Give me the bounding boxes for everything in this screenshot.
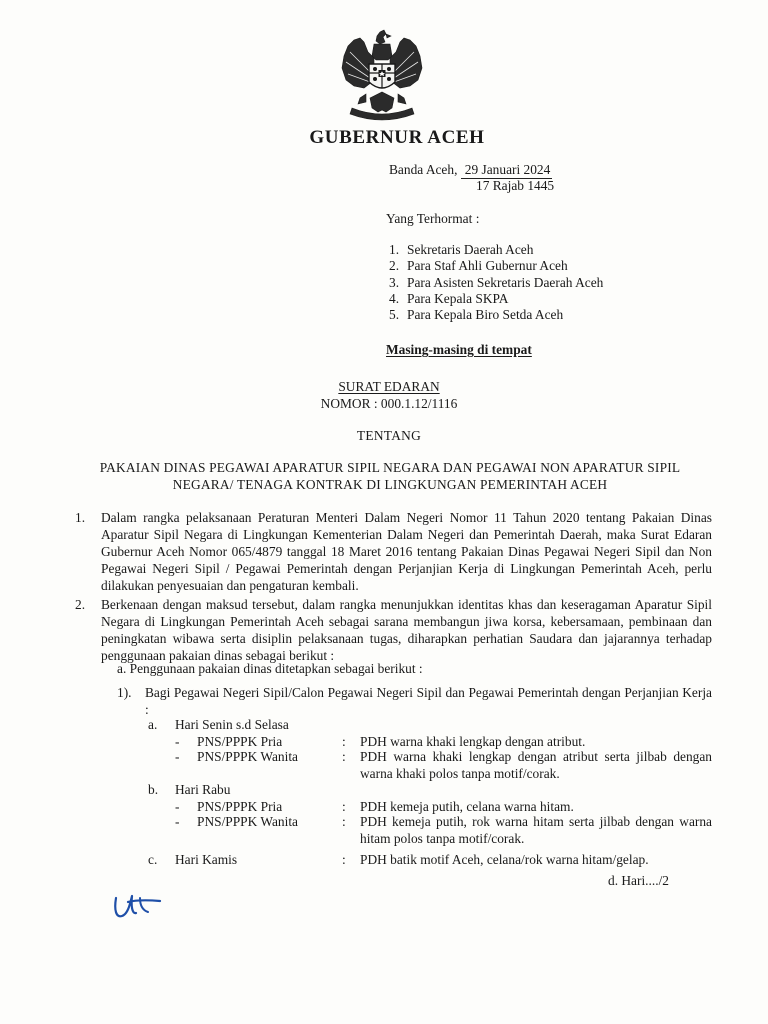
recipient-name: Sekretaris Daerah Aceh (407, 242, 534, 257)
schedule-a1-label: PNS/PPPK Pria (197, 734, 283, 749)
recipient-item (389, 258, 603, 274)
schedule-c-desc: PDH batik motif Aceh, celana/rok warna hitam/gelap. (360, 852, 649, 867)
schedule-c-letter: c. (148, 852, 158, 867)
colon: : (342, 799, 346, 814)
place-label: Banda Aceh, (389, 162, 458, 177)
recipient-name: Para Asisten Sekretaris Daerah Aceh (407, 274, 604, 290)
gregorian-date: 29 Januari 2024 (461, 161, 553, 179)
recipient-name: Para Kepala SKPA (407, 290, 509, 306)
colon: : (342, 734, 346, 749)
schedule-a2-label: PNS/PPPK Wanita (197, 749, 298, 764)
schedule-a-letter: a. (148, 717, 158, 732)
dash: - (175, 799, 180, 814)
next-page-marker: d. Hari..../2 (608, 873, 669, 888)
paragraph-2-number: 2. (75, 597, 86, 612)
schedule-c-day: Hari Kamis (175, 852, 238, 867)
colon: : (342, 749, 346, 764)
schedule-a1-desc: PDH warna khaki lengkap dengan atribut. (360, 734, 586, 749)
recipients-title: Yang Terhormat : (386, 211, 480, 226)
recipient-number: 1. (389, 242, 400, 257)
recipients-place: Masing-masing di tempat (386, 342, 532, 357)
schedule-a2-desc: PDH warna khaki lengkap dengan atribut serta jilbab dengan warna khaki polos tanpa motif/corak. (360, 749, 712, 781)
colon: : (342, 814, 346, 829)
recipient-number: 3. (389, 274, 400, 290)
subitem-a: a. Penggunaan pakaian dinas ditetapkan sebagai berikut : (117, 661, 423, 676)
paragraph-2: Berkenaan dengan maksud tersebut, dalam rangka menunjukkan identitas khas dan keseragaman Aparatur Sipil Negara di Lingkungan Pemerintah Aceh sebagai sarana membangun jiwa korsa, kebersamaan, pembinaan dan peningkatan wibawa serta disiplin pelaksanaan tugas, diharapkan perhatian Saudara dan jajarannya terhadap penggunaan pakaian dinas sebagai berikut : (101, 597, 712, 663)
schedule-b1-label: PNS/PPPK Pria (197, 799, 283, 814)
colon: : (342, 852, 346, 867)
recipient-name: Para Kepala Biro Setda Aceh (407, 307, 564, 323)
schedule-b2-label: PNS/PPPK Wanita (197, 814, 298, 829)
schedule-b1-desc: PDH kemeja putih, celana warna hitam. (360, 799, 574, 814)
dash: - (175, 814, 180, 829)
recipient-item (389, 275, 603, 291)
dash: - (175, 749, 180, 764)
schedule-b-letter: b. (148, 782, 159, 797)
recipient-item (389, 291, 603, 307)
paragraph-1: Dalam rangka pelaksanaan Peraturan Menteri Dalam Negeri Nomor 11 Tahun 2020 tentang Pakaian Dinas Aparatur Sipil Negara di Lingkungan Kementerian Dalam Negeri dan Pemerintah Daerah, maka Surat Edaran Gubernur Aceh Nomor 065/4879 tanggal 18 Maret 2016 tentang Pakaian Dinas Pegawai Negeri Sipil dan Non Pegawai Negeri Sipil / Pegawai Pemerintah dengan Perjanjian Kerja di Lingkungan Pemerintah Aceh, perlu dilakukan penyesuaian dan pengaturan kembali. (101, 510, 712, 593)
letter-about: TENTANG (356, 428, 422, 443)
recipient-number: 2. (389, 258, 400, 274)
letter-number: NOMOR : 000.1.12/1116 (320, 396, 458, 411)
paragraph-1-number: 1. (75, 510, 86, 525)
letter-title: SURAT EDARAN (338, 379, 440, 394)
subitem-1-number: 1). (117, 685, 132, 700)
schedule-a-day: Hari Senin s.d Selasa (175, 717, 289, 732)
subitem-1-text: Bagi Pegawai Negeri Sipil/Calon Pegawai Negeri Sipil dan Pegawai Pemerintah dengan Perjanjian Kerja : (145, 685, 712, 717)
hijri-date: 17 Rajab 1445 (476, 178, 555, 193)
dash: - (175, 734, 180, 749)
recipient-list (389, 242, 603, 323)
recipient-number: 4. (389, 290, 400, 306)
letter-subject: PAKAIAN DINAS PEGAWAI APARATUR SIPIL NEGARA DAN PEGAWAI NON APARATUR SIPIL NEGARA/ TENAGA KONTRAK DI LINGKUNGAN PEMERINTAH ACEH (99, 460, 681, 492)
governor-title: GUBERNUR ACEH (309, 127, 485, 148)
recipient-item (389, 242, 603, 258)
schedule-b2-desc: PDH kemeja putih, rok warna hitam serta jilbab dengan warna hitam polos tanpa motif/corak. (360, 814, 712, 846)
handwritten-initial (110, 888, 170, 928)
schedule-b-day: Hari Rabu (175, 782, 231, 797)
recipient-number: 5. (389, 307, 400, 323)
recipient-name: Para Staf Ahli Gubernur Aceh (407, 258, 568, 274)
recipient-item (389, 307, 603, 323)
garuda-emblem-icon (330, 28, 434, 124)
